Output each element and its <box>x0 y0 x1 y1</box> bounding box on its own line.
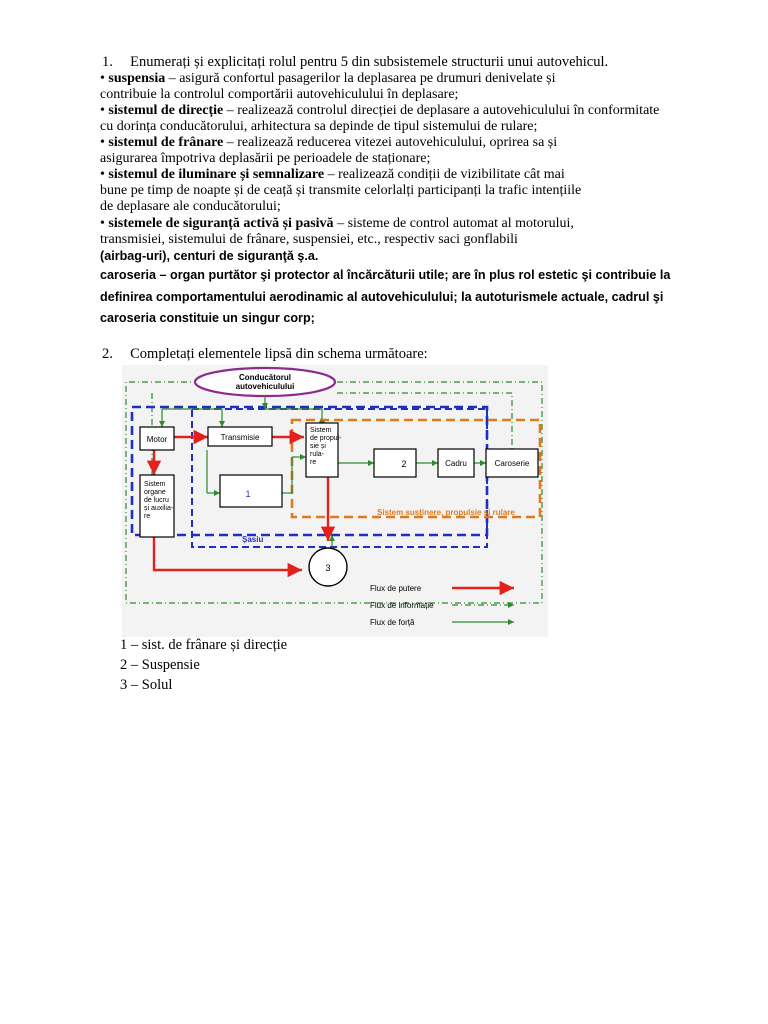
term-iluminare: sistemul de iluminare și semnalizare <box>108 167 325 182</box>
term-franare: sistemul de frânare <box>108 135 224 150</box>
item-text: – realizează condiții de vizibilitate cât mai <box>324 167 565 182</box>
term-directie: sistemul de direcție <box>108 103 224 118</box>
caroseria-line: caroseria – organ purtător şi protector al încărcăturii utile; are în plus rol estetic şi contribuie la <box>100 268 671 282</box>
propulsion-label: de propul- <box>310 435 342 442</box>
box-2 <box>374 449 416 477</box>
propulsion-label: re <box>310 459 317 466</box>
question-2 <box>102 346 428 362</box>
list-item <box>100 135 557 151</box>
driver-label: autovehiculului <box>235 382 295 391</box>
bullet: • <box>100 167 105 182</box>
item-text: – realizează controlul direcției de deplasare a autovehiculului în conformitate <box>223 103 660 118</box>
organe-label: și auxilia- <box>144 505 174 512</box>
organe-label: de lucru <box>144 497 169 504</box>
support-system-label: Sistem susținere, propulsie și rulare <box>377 508 515 517</box>
bullet: • <box>100 135 105 150</box>
propulsion-label: sie și <box>310 443 326 450</box>
item-continuation: cu dorința conducătorului, arhitectura sa depinde de tipul sistemului de rulare; <box>100 119 538 134</box>
item-continuation: contribuie la controlul comportării autovehiculului în deplasare; <box>100 87 459 102</box>
box-2-label: 2 <box>401 459 407 469</box>
list-item <box>100 103 659 119</box>
answer-3: 3 – Solul <box>120 677 173 693</box>
question-1-number: 1. <box>102 54 113 70</box>
transmisie-label: Transmisie <box>220 433 260 442</box>
organe-label: organe <box>144 489 166 496</box>
bullet: • <box>100 71 105 86</box>
legend-putere: Flux de putere <box>370 584 422 593</box>
circle-3-label: 3 <box>325 563 331 573</box>
item-text: – sisteme de control automat al motorului, <box>333 216 574 231</box>
bullet: • <box>100 216 105 231</box>
term-suspensia: suspensia <box>108 71 166 86</box>
caroserie-label: Caroserie <box>494 459 530 468</box>
organe-label: Sistem <box>144 481 166 488</box>
box-1-label: 1 <box>245 489 251 499</box>
item-text: – asigură confortul pasagerilor la deplasarea pe drumuri denivelate și <box>165 71 556 86</box>
caroseria-line: definirea comportamentului aerodinamic al autovehiculului; la autoturismele actuale, cadrul şi <box>100 290 664 304</box>
item-continuation: asigurarea împotriva deplasării pe perioadele de staționare; <box>100 151 431 166</box>
question-1-text: Enumerați și explicitați rolul pentru 5 din subsistemele structurii unui autovehicul. <box>130 54 609 70</box>
list-item <box>100 71 556 87</box>
item-continuation: transmisiei, sistemului de frânare, suspensiei, etc., respectiv saci gonflabili <box>100 232 518 247</box>
sasiu-label: Șasiu <box>242 535 264 544</box>
driver-label: Conducătorul <box>239 373 291 382</box>
propulsion-label: rula- <box>310 451 325 458</box>
term-siguranta: sistemele de siguranță activă și pasivă <box>108 216 334 231</box>
block-diagram <box>122 365 548 637</box>
list-item <box>100 216 574 232</box>
caroseria-line: caroseria constituie un singur corp; <box>100 311 315 325</box>
legend-forta: Flux de forță <box>370 618 415 627</box>
item-continuation: de deplasare ale conducătorului; <box>100 199 281 214</box>
list-item <box>100 167 565 183</box>
bullet: • <box>100 103 105 118</box>
question-2-text: Completați elementele lipsă din schema următoare: <box>130 346 428 362</box>
organe-label: re <box>144 513 151 520</box>
question-1 <box>102 54 608 70</box>
item-text: – realizează reducerea vitezei autovehiculului, oprirea sa și <box>223 135 558 150</box>
box-1 <box>220 475 282 507</box>
answer-1: 1 – sist. de frânare și direcție <box>120 637 288 653</box>
item-continuation: bune pe timp de noapte și de ceață și transmite celorlalți participanți la trafic intențiile <box>100 183 582 198</box>
motor-label: Motor <box>146 435 168 444</box>
item-continuation: (airbag-uri), centuri de siguranţă ş.a. <box>100 249 319 263</box>
cadru-label: Cadru <box>445 459 467 468</box>
answer-2: 2 – Suspensie <box>120 657 200 673</box>
propulsion-label: Sistem <box>310 427 332 434</box>
legend-informatie: Flux de informație <box>370 601 434 610</box>
question-2-number: 2. <box>102 346 113 362</box>
